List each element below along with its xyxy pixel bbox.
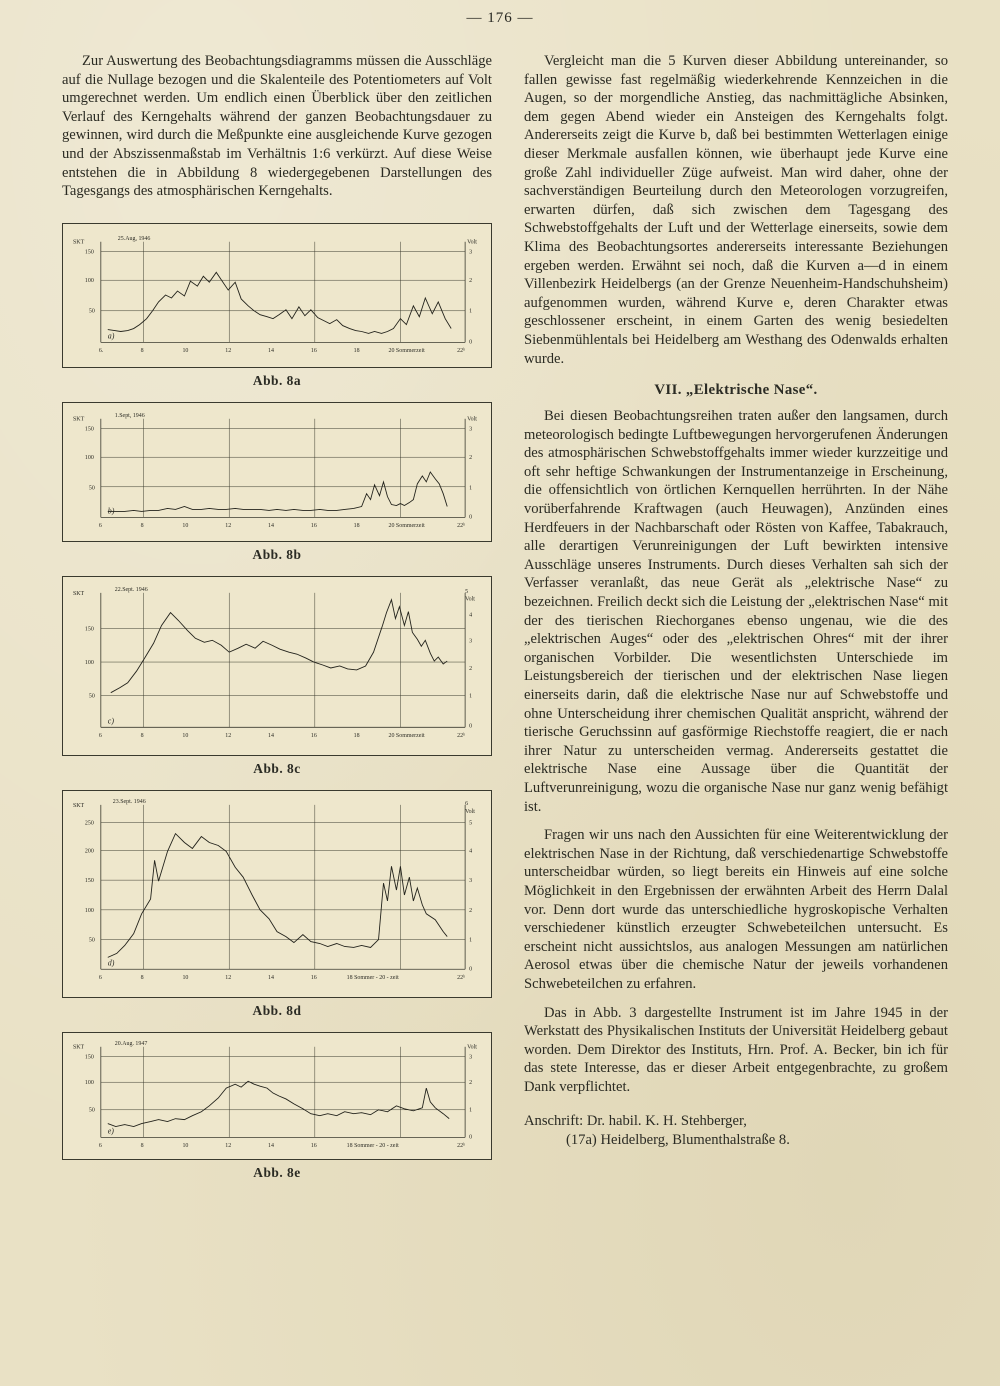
right-paragraph-intro: Vergleicht man die 5 Kurven dieser Abbildung untereinander, so fallen gewisse fast regelmäßig wiederkehrende Kennzeichen in die Augen, so der morgendliche Anstieg, das nachmittägliche Absinken, dem gegen Abend wieder ein Ansteigen des Kerngehalts folgt. Andererseits zeigt die Kurve b, daß bei bestimmten Wetterlagen einige dieser Merkmale ausfallen können, wie überhaupt jede Kurve eine große Zahl individueller Züge aufweist. Man wird daher, ohne der sachverständigen Beurteilung durch den Meteorologen vorzugreifen, erwarten dürfen, daß sich zwischen dem Tagesgang des Schwebstoffgehalts der Luft und der Wetterlage einerseits, sowie dem Klima des Beobachtungsortes andererseits interessante Beziehungen ergeben werden. Erwähnt sei noch, daß die Kurven a—d in einem Villenbezirk Heidelbergs (an der Grenze Neuenheim-Handschuhsheim) aufgenommen wurden, während Kurve e, deren Charakter etwas geschlossener erscheint, in einem Garten des wenig besiedelten Siebenmühlentals bei Heidelberg am Westhang des Odenwalds erhalten wurde. bbox=[524, 53, 948, 367]
svg-text:100: 100 bbox=[84, 659, 94, 666]
figure-abb8b-svg bbox=[63, 403, 491, 541]
svg-text:d): d) bbox=[107, 958, 115, 968]
svg-text:8: 8 bbox=[140, 974, 144, 981]
svg-text:3: 3 bbox=[469, 877, 473, 884]
svg-text:1.Sept, 1946: 1.Sept, 1946 bbox=[114, 412, 145, 419]
figure-abb8b bbox=[62, 402, 492, 563]
svg-text:16: 16 bbox=[310, 732, 317, 739]
svg-text:22ʰ: 22ʰ bbox=[457, 974, 466, 981]
right-paragraph-3: Das in Abb. 3 dargestellte Instrument ist im Jahre 1945 in der Werkstatt des Physikalischen Instituts der Universität Heidelberg gebaut worden. Dem Direktor des Instituts, Hrn. Prof. A. Becker, bin ich für das stete Interesse, das er dieser Arbeit entgegenbrachte, zu großem Dank verpflichtet. bbox=[524, 1004, 948, 1095]
figure-abb8a bbox=[62, 223, 492, 389]
svg-text:c): c) bbox=[107, 716, 114, 726]
svg-text:10: 10 bbox=[182, 522, 189, 529]
svg-text:16: 16 bbox=[310, 522, 317, 529]
svg-text:0: 0 bbox=[469, 723, 473, 730]
svg-text:0: 0 bbox=[469, 966, 473, 973]
svg-text:10: 10 bbox=[182, 347, 189, 354]
svg-text:22ʰ: 22ʰ bbox=[457, 522, 466, 529]
figure-abb8e-caption: Abb. 8e bbox=[253, 1164, 301, 1180]
svg-text:2: 2 bbox=[469, 907, 473, 914]
svg-text:SKT: SKT bbox=[72, 1044, 85, 1051]
svg-text:100: 100 bbox=[84, 277, 94, 284]
svg-text:50: 50 bbox=[88, 1107, 95, 1114]
svg-text:Volt: Volt bbox=[467, 416, 477, 423]
figure-abb8a-svg bbox=[63, 224, 491, 367]
svg-text:4: 4 bbox=[469, 612, 473, 619]
svg-text:b): b) bbox=[107, 506, 115, 516]
svg-text:Volt: Volt bbox=[465, 808, 475, 815]
figure-abb8c bbox=[62, 576, 492, 777]
svg-text:3: 3 bbox=[469, 1054, 473, 1061]
svg-text:150: 150 bbox=[84, 249, 94, 256]
svg-text:12: 12 bbox=[225, 974, 232, 981]
svg-text:12: 12 bbox=[225, 347, 232, 354]
svg-text:18: 18 bbox=[353, 732, 360, 739]
svg-text:0: 0 bbox=[469, 339, 473, 346]
figure-abb8d-caption: Abb. 8d bbox=[252, 1002, 302, 1018]
page-number: — 176 — bbox=[466, 10, 534, 26]
figure-abb8d-svg bbox=[63, 791, 491, 997]
svg-text:5: 5 bbox=[469, 820, 473, 827]
svg-text:50: 50 bbox=[88, 937, 95, 944]
svg-text:22ʰ: 22ʰ bbox=[457, 1142, 466, 1149]
svg-text:100: 100 bbox=[84, 907, 94, 914]
svg-text:1: 1 bbox=[469, 485, 473, 492]
svg-text:8: 8 bbox=[140, 1142, 144, 1149]
svg-text:6: 6 bbox=[98, 522, 102, 529]
svg-text:12: 12 bbox=[225, 522, 232, 529]
svg-text:50: 50 bbox=[88, 308, 95, 315]
figure-abb8d-plot bbox=[62, 790, 492, 998]
svg-text:18: 18 bbox=[353, 347, 360, 354]
right-paragraph-2: Fragen wir uns nach den Aussichten für eine Weiterentwicklung der elektrischen Nase in der Richtung, daß verschiedenartige Schwebstoffe unterscheidbar würden, so liegt bereits ein Hinweis auf eine solche Möglichkeit in den Ergebnissen der erwähnten Arbeit des Herrn Dalal vor. Denn dort wurde das unterschiedliche hygroskopische Verhalten verschiedener künstlich erzeugter Schwebeteilchen untersucht. Es erscheint nicht aussichtslos, aus analogen Messungen am natürlichen Aerosol etwas über die chemische Natur der jeweils vorhandenen Schwebeteilchen zu erfahren. bbox=[524, 827, 948, 992]
section-heading: VII. „Elektrische Nase“. bbox=[654, 382, 818, 399]
svg-text:22ʰ: 22ʰ bbox=[457, 347, 466, 354]
svg-text:e): e) bbox=[107, 1126, 114, 1136]
author-address-line2: (17a) Heidelberg, Blumenthalstraße 8. bbox=[566, 1132, 790, 1149]
svg-text:Volt: Volt bbox=[467, 1044, 477, 1051]
two-column-layout bbox=[62, 52, 948, 1346]
figure-abb8d bbox=[62, 790, 492, 1019]
svg-text:16: 16 bbox=[310, 974, 317, 981]
svg-text:22ʰ: 22ʰ bbox=[457, 732, 466, 739]
svg-text:6: 6 bbox=[98, 974, 102, 981]
svg-text:12: 12 bbox=[225, 1142, 232, 1149]
svg-text:1: 1 bbox=[469, 937, 473, 944]
svg-text:6: 6 bbox=[98, 1142, 102, 1149]
svg-text:1: 1 bbox=[469, 693, 473, 700]
svg-text:18: 18 bbox=[353, 522, 360, 529]
svg-text:18 Sommer - 20 - zeit: 18 Sommer - 20 - zeit bbox=[346, 974, 399, 981]
svg-text:1: 1 bbox=[469, 308, 473, 315]
svg-text:2: 2 bbox=[469, 665, 473, 672]
svg-text:8: 8 bbox=[140, 347, 144, 354]
svg-text:14: 14 bbox=[268, 347, 275, 354]
figure-abb8b-caption: Abb. 8b bbox=[252, 546, 302, 562]
svg-text:150: 150 bbox=[84, 426, 94, 433]
figure-abb8e-svg bbox=[63, 1033, 491, 1159]
svg-text:4: 4 bbox=[469, 848, 473, 855]
svg-text:100: 100 bbox=[84, 454, 94, 461]
figure-abb8e-plot bbox=[62, 1032, 492, 1160]
svg-text:16: 16 bbox=[310, 1142, 317, 1149]
svg-text:14: 14 bbox=[268, 522, 275, 529]
left-paragraph-1: Zur Auswertung des Beobachtungsdiagramms müssen die Ausschläge auf die Nullage bezogen und die Skalenteile des Potentiometers auf Volt umgerechnet werden. Um endlich einen Überblick über den zeitlichen Verlauf des Kerngehalts während der ganzen Beobachtungsdauer zu gewinnen, wird durch die Meßpunkte eine ausgleichende Kurve gezogen und der Abszissenmaßstab im Verhältnis 1:6 verkürzt. Auf diese Weise entstehen die in Abbildung 8 wiedergegebenen Darstellungen des Tagesgangs des atmosphärischen Kerngehalts. bbox=[62, 53, 492, 200]
svg-text:50: 50 bbox=[88, 693, 95, 700]
svg-text:150: 150 bbox=[84, 1054, 94, 1061]
figure-abb8c-plot bbox=[62, 576, 492, 756]
svg-text:3: 3 bbox=[469, 638, 473, 645]
svg-text:0: 0 bbox=[469, 514, 473, 521]
svg-text:100: 100 bbox=[84, 1079, 94, 1086]
svg-text:SKT: SKT bbox=[72, 416, 85, 423]
svg-text:50: 50 bbox=[88, 485, 95, 492]
svg-text:14: 14 bbox=[268, 732, 274, 739]
right-column bbox=[524, 52, 948, 1346]
svg-text:6: 6 bbox=[98, 732, 102, 739]
svg-text:SKT: SKT bbox=[72, 590, 85, 597]
author-address-line1: Anschrift: Dr. habil. K. H. Stehberger, bbox=[524, 1113, 747, 1130]
svg-text:23.Sept. 1946: 23.Sept. 1946 bbox=[112, 798, 146, 805]
author-address bbox=[524, 1112, 948, 1150]
svg-text:2: 2 bbox=[469, 1079, 473, 1086]
figure-abb8a-plot bbox=[62, 223, 492, 368]
svg-text:5: 5 bbox=[465, 588, 469, 595]
figure-abb8e bbox=[62, 1032, 492, 1181]
figure-abb8c-svg bbox=[63, 577, 491, 755]
svg-text:Volt: Volt bbox=[467, 239, 477, 246]
right-paragraph-1: Bei diesen Beobachtungsreihen traten außer den langsamen, durch meteorologisch bedingte Luftbewegungen hervorgerufenen Änderungen des atmosphärischen Schwebstoffgehalts immer wieder kurzzeitige und oft sehr heftige Schwankungen der Instrumentanzeige in Erscheinung, die offensichtlich von örtlichen Kernquellen herrührten. In der Nähe vorüberfahrende Kraftwagen (auch Heuwagen), Anzünden eines Herdfeuers in der Nachbarschaft oder Rösten von Kaffee, Tabakrauch, alle derartigen Verunreinigungen der Luft bewirkten intensive Ausschläge unseres Instruments. Durch dieses Verhalten sah sich der Verfasser veranlaßt, das neue Gerät als „elektrische Nase“ zu bezeichnen. Freilich deckt sich die Leistung der „elektrischen Nase“ mit der des tierischen Riechorganes ebenso ungenau, wie die des „elektrischen Auges“ oder des „elektrischen Ohres“ mit der ihrer organischen Vorbilder. Die wesentlichsten Unterschiede im Leistungsbereich der tierischen und der elektrischen Nase liegen einerseits darin, daß die elektrische Nase nur auf Schwebstoffe und ohne Unterscheidung ihrer chemischen Qualität anspricht, während der tierische Geruchssinn auf gasförmige Riechstoffe reagiert, die er nach ihrer Natur zu unterscheiden vermag. Andererseits gestattet die elektrische Nase eine Aussage über die Quantität der Luftverunreinigung, wozu die organische Nase nur ganz wenig befähigt ist. bbox=[524, 408, 948, 815]
svg-text:SKT: SKT bbox=[72, 239, 85, 246]
figure-abb8a-caption: Abb. 8a bbox=[252, 372, 302, 388]
svg-text:20 Sommerzeit: 20 Sommerzeit bbox=[388, 522, 425, 529]
svg-text:6: 6 bbox=[465, 800, 469, 807]
svg-text:10: 10 bbox=[182, 1142, 189, 1149]
svg-text:150: 150 bbox=[84, 626, 94, 633]
left-column bbox=[62, 52, 492, 1346]
svg-text:16: 16 bbox=[310, 347, 317, 354]
svg-text:a): a) bbox=[107, 331, 115, 341]
svg-text:2: 2 bbox=[469, 277, 473, 284]
svg-text:20.Aug. 1947: 20.Aug. 1947 bbox=[114, 1040, 148, 1047]
svg-text:25.Aug, 1946: 25.Aug, 1946 bbox=[117, 235, 151, 242]
svg-text:18 Sommer - 20 - zeit: 18 Sommer - 20 - zeit bbox=[346, 1142, 399, 1149]
svg-text:8: 8 bbox=[140, 732, 144, 739]
svg-text:250: 250 bbox=[84, 820, 94, 827]
svg-text:14: 14 bbox=[268, 974, 274, 981]
svg-text:22.Sept. 1946: 22.Sept. 1946 bbox=[114, 586, 148, 593]
svg-text:3: 3 bbox=[469, 249, 473, 256]
svg-text:14: 14 bbox=[268, 1142, 274, 1149]
svg-text:200: 200 bbox=[84, 848, 94, 855]
svg-text:8: 8 bbox=[140, 522, 144, 529]
figure-abb8c-caption: Abb. 8c bbox=[253, 760, 301, 776]
svg-text:10: 10 bbox=[182, 732, 189, 739]
svg-text:150: 150 bbox=[84, 877, 94, 884]
svg-text:1: 1 bbox=[469, 1107, 473, 1114]
svg-text:SKT: SKT bbox=[72, 802, 85, 809]
svg-text:3: 3 bbox=[469, 426, 473, 433]
svg-text:6.: 6. bbox=[98, 347, 104, 354]
svg-text:20 Sommerzeit: 20 Sommerzeit bbox=[388, 732, 425, 739]
svg-text:10: 10 bbox=[182, 974, 189, 981]
svg-text:20 Sommerzeit: 20 Sommerzeit bbox=[388, 347, 425, 354]
svg-text:12: 12 bbox=[225, 732, 232, 739]
svg-text:Volt: Volt bbox=[465, 596, 475, 603]
svg-text:0: 0 bbox=[469, 1134, 473, 1141]
svg-text:2: 2 bbox=[469, 454, 473, 461]
figure-abb8b-plot bbox=[62, 402, 492, 542]
